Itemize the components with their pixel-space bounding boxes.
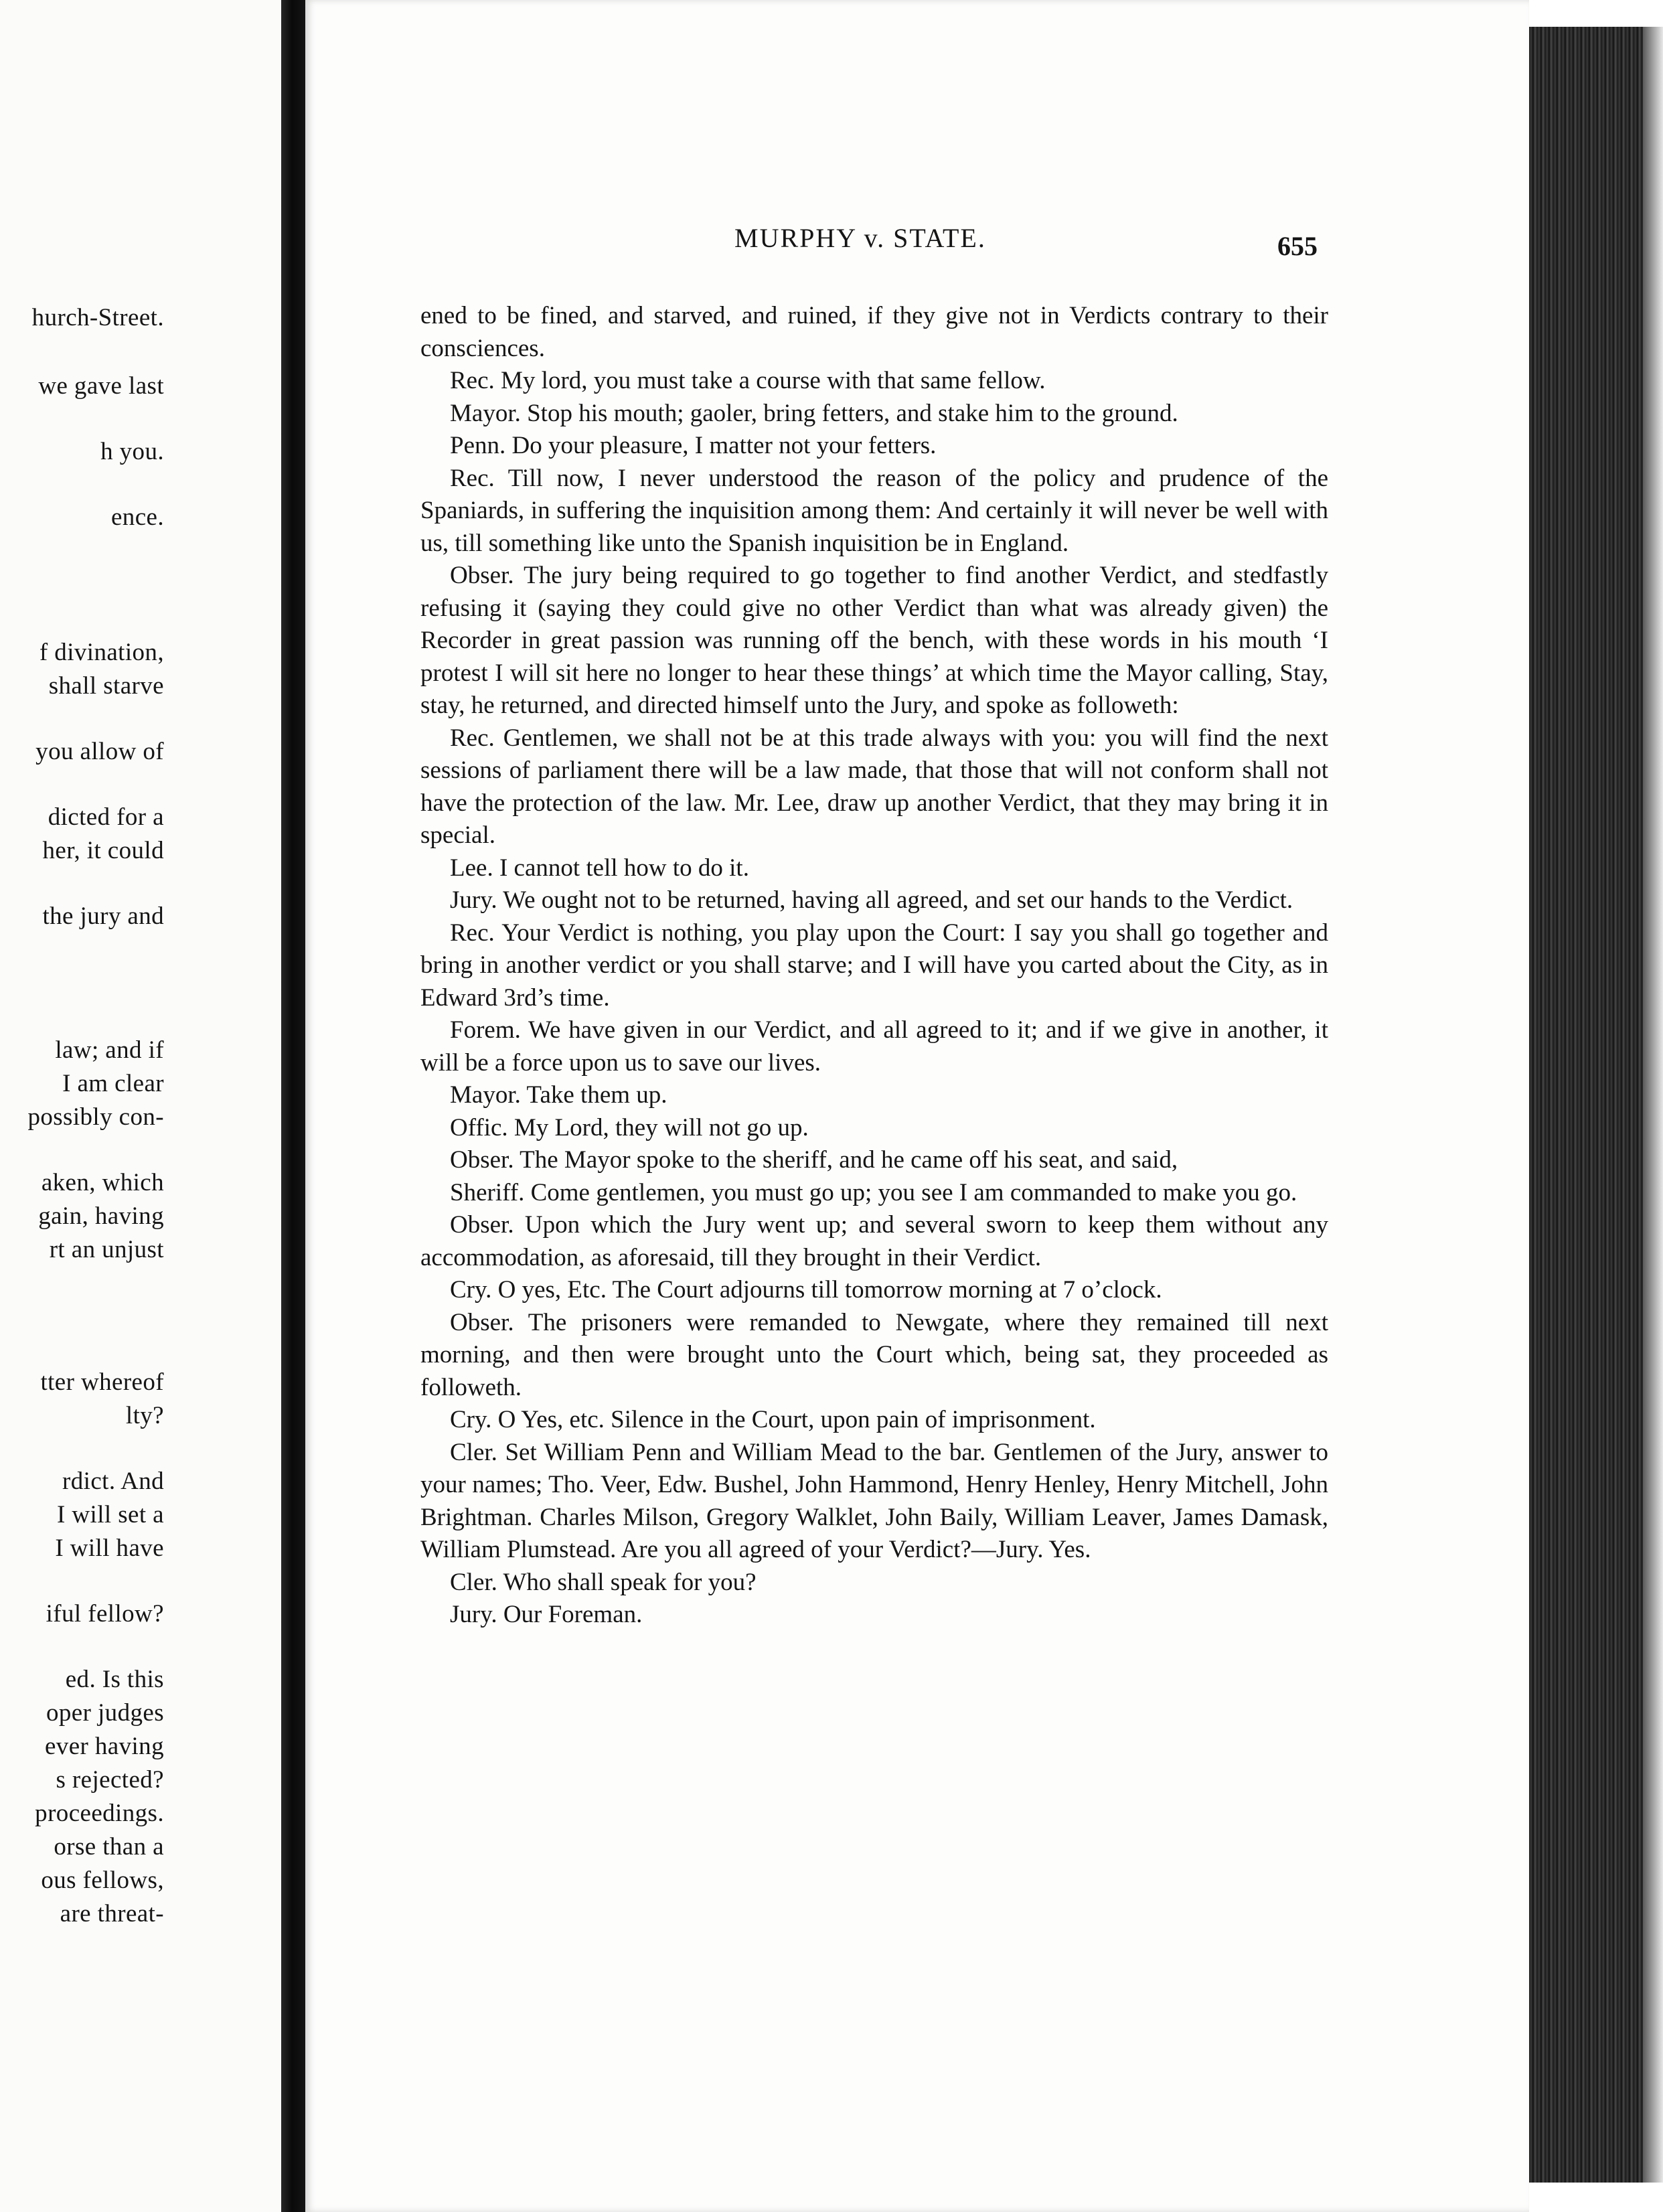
- paragraph: Cler. Who shall speak for you?: [450, 1568, 757, 1596]
- paragraph: Cler. Set William Penn and William Mead to the bar. Gentlemen of the Jury, answer to your names; Tho. Veer, Edw. Bushel, John Hammond, Henry Henley, Henry Mitchell, John Brightman. Charles Milson, Gregory Walklet, John Baily, William Leaver, James Damask, William Plumstead. Are you all agreed of your Verdict?—Jury. Yes.: [420, 1438, 1328, 1563]
- facing-page: [0, 0, 281, 2212]
- paragraph: Rec. My lord, you must take a course with that same fellow.: [450, 367, 1046, 394]
- facing-page-line: I will set a: [57, 1501, 164, 1528]
- paragraph: Cry. O Yes, etc. Silence in the Court, upon pain of imprisonment.: [450, 1406, 1096, 1433]
- book-gutter: [281, 0, 305, 2212]
- paragraph: Obser. The jury being required to go together to find another Verdict, and stedfastly refusing it (saying they could give no other Verdict than what was already given) the Recorder in great passion was running off the bench, with these words in his mouth ‘I protest I will sit here no longer to hear these things’ at which time the Mayor calling, Stay, stay, he returned, and directed himself unto the Jury, and spoke as followeth:: [420, 562, 1328, 719]
- facing-page-line: I am clear: [62, 1070, 164, 1097]
- facing-page-line: f divination,: [39, 639, 164, 666]
- paragraph: Forem. We have given in our Verdict, and all agreed to it; and if we give in another, it will be a force upon us to save our lives.: [420, 1016, 1328, 1077]
- paragraph: Mayor. Take them up.: [450, 1081, 667, 1109]
- paragraph: Mayor. Stop his mouth; gaoler, bring fetters, and stake him to the ground.: [450, 399, 1178, 427]
- paragraph: Lee. I cannot tell how to do it.: [450, 854, 749, 882]
- facing-page-line: her, it could: [42, 837, 164, 864]
- facing-page-line: shall starve: [48, 672, 164, 700]
- facing-page-line: dicted for a: [48, 803, 164, 831]
- paragraph: Penn. Do your pleasure, I matter not your fetters.: [450, 432, 937, 459]
- facing-page-line: the jury and: [42, 902, 164, 930]
- facing-page-line: ed. Is this: [65, 1666, 164, 1693]
- paragraph: Sheriff. Come gentlemen, you must go up; you see I am commanded to make you go.: [450, 1178, 1297, 1206]
- paragraph: Obser. The prisoners were remanded to Newgate, where they remained till next morning, and then were brought unto the Court which, being sat, they proceeded as followeth.: [420, 1308, 1328, 1401]
- book-edge: [1529, 27, 1643, 2183]
- paragraph: Offic. My Lord, they will not go up.: [450, 1113, 809, 1141]
- paragraph: Cry. O yes, Etc. The Court adjourns till tomorrow morning at 7 o’clock.: [450, 1276, 1162, 1304]
- paragraph: Obser. Upon which the Jury went up; and several sworn to keep them without any accommodation, as aforesaid, till they brought in their Verdict.: [420, 1211, 1328, 1271]
- facing-page-line: lty?: [125, 1402, 164, 1429]
- facing-page-line: gain, having: [38, 1202, 164, 1230]
- page-number: 655: [1277, 231, 1318, 261]
- body-text: [420, 300, 1328, 1632]
- facing-page-line: s rejected?: [56, 1766, 164, 1794]
- facing-page-line: rt an unjust: [49, 1236, 164, 1263]
- facing-page-line: iful fellow?: [46, 1600, 164, 1628]
- facing-page-line: orse than a: [54, 1833, 164, 1861]
- facing-page-line: we gave last: [38, 372, 164, 400]
- paragraph: Jury. Our Foreman.: [450, 1601, 643, 1628]
- facing-page-line: ous fellows,: [41, 1867, 164, 1894]
- facing-page-line: proceedings.: [35, 1800, 164, 1827]
- facing-page-line: ence.: [110, 503, 164, 531]
- facing-page-line: aken, which: [41, 1169, 164, 1196]
- facing-page-line: are threat-: [60, 1900, 164, 1927]
- paragraph: ened to be fined, and starved, and ruined, if they give not in Verdicts contrary to their consciences.: [420, 302, 1328, 362]
- paragraph: Rec. Till now, I never understood the reason of the policy and prudence of the Spaniards, in suffering the inquisition among them: And certainly it will never be well with us, till something like unto the Spanish inquisition be in England.: [420, 464, 1328, 557]
- paragraph: Rec. Gentlemen, we shall not be at this trade always with you: you will find the next sessions of parliament there will be a law made, that those that will not conform shall not have the protection of the law. Mr. Lee, draw up another Verdict, that they may bring it in special.: [420, 724, 1328, 849]
- facing-page-line: h you.: [100, 438, 164, 465]
- facing-page-line: oper judges: [46, 1699, 164, 1727]
- facing-page-line: you allow of: [35, 738, 164, 765]
- book-edge-highlight: [1643, 27, 1663, 2183]
- facing-page-line: hurch-Street.: [31, 304, 164, 331]
- facing-page-line: possibly con-: [27, 1103, 164, 1131]
- paragraph: Jury. We ought not to be returned, having all agreed, and set our hands to the Verdict.: [450, 886, 1293, 914]
- facing-page-line: law; and if: [55, 1036, 164, 1064]
- running-head: MURPHY v. STATE.: [734, 223, 986, 253]
- facing-page-line: tter whereof: [40, 1368, 164, 1396]
- paragraph: Rec. Your Verdict is nothing, you play upon the Court: I say you shall go together and bring in another verdict or you shall starve; and I will have you carted about the City, as in Edward 3rd’s time.: [420, 919, 1328, 1012]
- facing-page-line: rdict. And: [62, 1468, 164, 1495]
- facing-page-line: ever having: [44, 1733, 164, 1760]
- paragraph: Obser. The Mayor spoke to the sheriff, and he came off his seat, and said,: [450, 1146, 1178, 1174]
- facing-page-line: I will have: [55, 1534, 164, 1562]
